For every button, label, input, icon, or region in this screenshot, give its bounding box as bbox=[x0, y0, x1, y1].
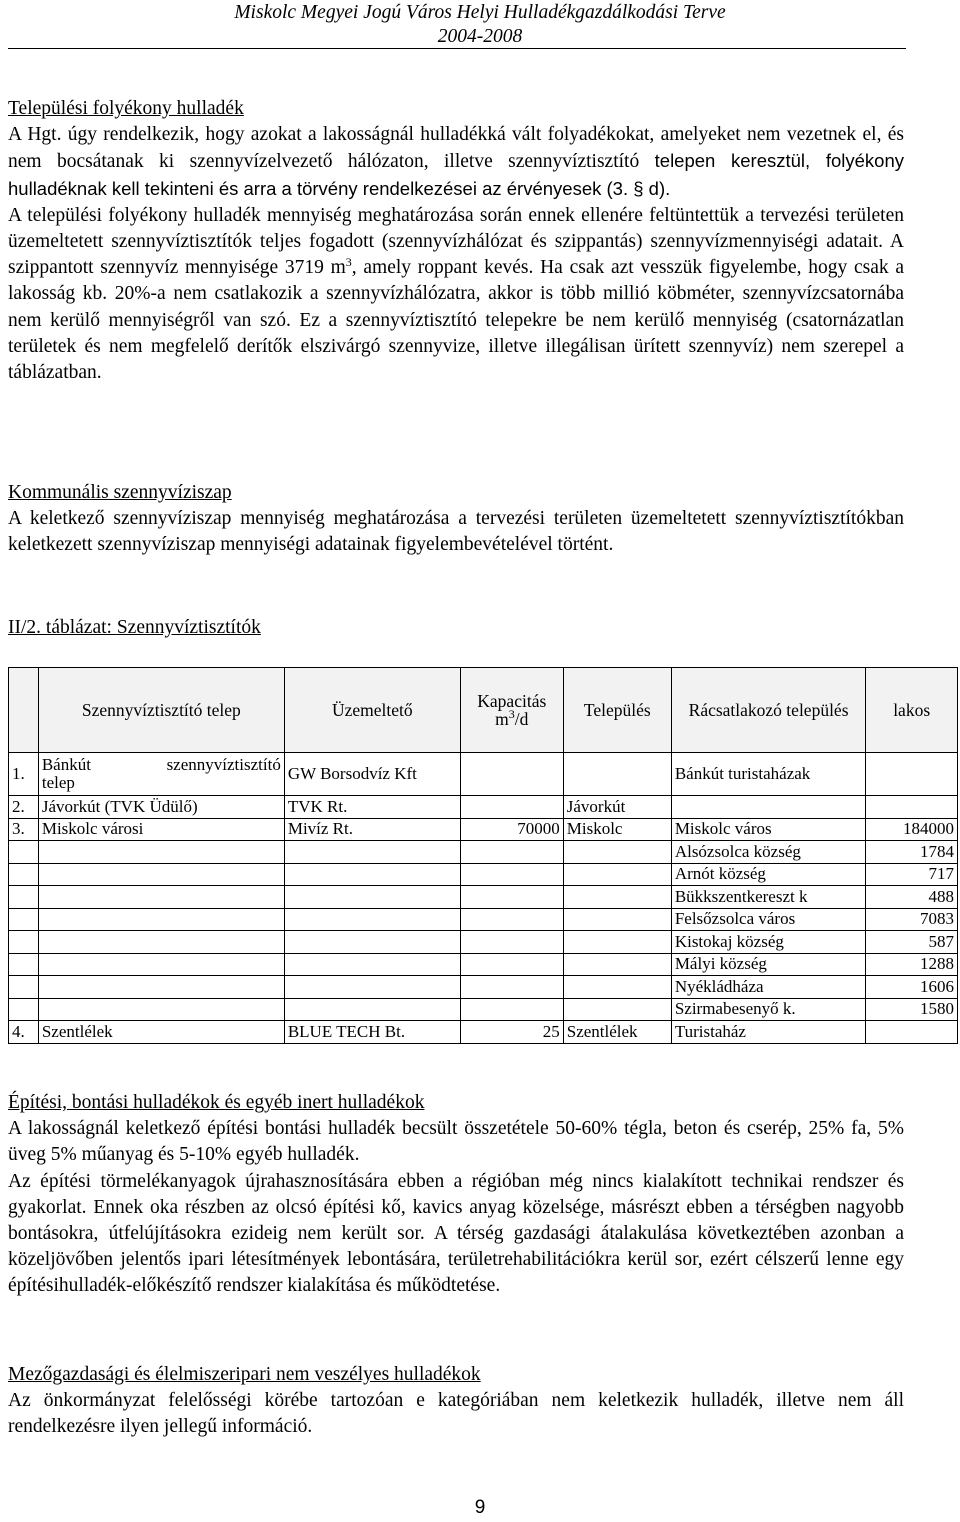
section-heading: Építési, bontási hulladékok és egyéb inert hulladékok bbox=[8, 1092, 425, 1113]
paragraph: A lakosságnál keletkező építési bontási hulladék becsült összetétele 50-60% tégla, beton és cserép, 25% fa, 5% üveg 5% műanyag és 5-10% egyéb hulladék. bbox=[8, 1118, 904, 1166]
col-capacity: Kapacitás $m^3/d$ bbox=[460, 668, 563, 753]
table-row: 2. Jávorkút (TVK Üdülő) TVK Rt. Jávorkút bbox=[9, 796, 958, 819]
col-settlement: Település bbox=[563, 668, 671, 753]
table-row: Felsőzsolca város 7083 bbox=[9, 908, 958, 931]
table-row: 1. Bánkút szennyvíztisztító telep GW Borsodvíz Kft Bánkút turistaházak bbox=[9, 753, 958, 796]
header-years: 2004-2008 bbox=[437, 26, 523, 47]
paragraph: A keletkező szennyvíziszap mennyiség meghatározása a tervezési területen üzemeltetett szennyvíztisztítókban keletkezett szennyvíziszap mennyiségi adatainak figyelembevételével történt. bbox=[8, 508, 904, 556]
table-row: Arnót község 717 bbox=[9, 863, 958, 886]
col-plant: Szennyvíztisztító telep bbox=[38, 668, 284, 753]
table-caption-label: II/2. táblázat: bbox=[8, 617, 117, 638]
section-construction-waste bbox=[8, 1090, 904, 1300]
section-heading: Kommunális szennyvíziszap bbox=[8, 482, 232, 503]
col-population: lakos bbox=[866, 668, 958, 753]
section-sludge bbox=[8, 480, 904, 559]
table-row: Mályi község 1288 bbox=[9, 953, 958, 976]
table-row: Bükkszentkereszt k 488 bbox=[9, 886, 958, 909]
header-rule bbox=[8, 48, 906, 49]
table-row: Alsózsolca község 1784 bbox=[9, 841, 958, 864]
table-row: Nyékládháza 1606 bbox=[9, 976, 958, 999]
section-agricultural-waste bbox=[8, 1362, 904, 1441]
table-row: Szirmabesenyő k. 1580 bbox=[9, 998, 958, 1021]
section-heading: Települési folyékony hulladék bbox=[8, 98, 244, 119]
section-heading: Mezőgazdasági és élelmiszeripari nem veszélyes hulladékok bbox=[8, 1364, 481, 1385]
header-title: Miskolc Megyei Jogú Város Helyi Hulladékgazdálkodási Terve bbox=[234, 2, 726, 23]
paragraph: A települési folyékony hulladék mennyiség meghatározása során ennek ellenére feltüntettük a tervezési területen üzemeltetett szennyvíztisztítók teljes fogadott (szennyvízhálózat és szippantás) szennyvízmennyiségi adatait. A szippantott szennyvíz mennyisége 3719 $m^3$, amely roppant kevés. Ha csak azt vesszük figyelembe, hogy csak a lakosság kb. 20%-a nem csatlakozik a szennyvízhálózatra, akkor is több millió köbméter, szennyvízcsatornába nem kerülő mennyiségről van szó. Ez a szennyvíztisztító telepekre be nem kerülő mennyiség (csatornázatlan területek és nem megfelelő derítők elszivárgó szennyvize, illetve illegálisan ürített szennyvíz) nem szerepel a táblázatban. bbox=[8, 204, 904, 384]
table-header-row bbox=[9, 668, 958, 753]
section-liquid-waste bbox=[8, 96, 904, 386]
col-operator: Üzemeltető bbox=[284, 668, 460, 753]
paragraph: A Hgt. úgy rendelkezik, hogy azokat a lakosságnál hulladékká vált folyadékokat, amelyeket nem vezetnek el, és nem bocsátanak ki szennyvízelvezető hálózaton, illetve szennyvíztisztító telepen keresztül, folyékony hulladéknak kell tekinteni és arra a törvény rendelkezései az érvényesek (3. § d). bbox=[8, 124, 905, 199]
col-connected: Rácsatlakozó település bbox=[671, 668, 866, 753]
table-caption-title: Szennyvíztisztítók bbox=[116, 617, 261, 638]
page-number: 9 bbox=[474, 1497, 486, 1518]
paragraph: Az építési törmelékanyagok újrahasznosítására ebben a régióban még nincs kialakított technikai rendszer és gyakorlat. Ennek oka részben az olcsó építési kő, kavics anyag közelsége, másrészt ebben a térségben nagyobb bontásokra, útfelújításokra ezideig nem került sor. A térség gazdasági átalakulása következtében azonban a közeljövőben jelentős ipari létesítmények lebontására, területrehabilitációkra kerül sor, ezért célszerű lenne egy építésihulladék-előkészítő rendszer kialakítása és működtetése. bbox=[8, 1170, 904, 1297]
table-row: Kistokaj község 587 bbox=[9, 931, 958, 954]
table-row: 4. Szentlélek BLUE TECH Bt. 25 Szentlélek Turistaház bbox=[9, 1021, 958, 1044]
paragraph: Az önkormányzat felelősségi körébe tartozóan e kategóriában nem keletkezik hulladék, illetve nem áll rendelkezésre ilyen jellegű információ. bbox=[8, 1390, 904, 1438]
table-row: 3. Miskolc városi Mivíz Rt. 70000 Miskolc Miskolc város 184000 bbox=[9, 818, 958, 841]
wastewater-plants-table bbox=[8, 667, 958, 1044]
table-caption bbox=[8, 615, 261, 641]
